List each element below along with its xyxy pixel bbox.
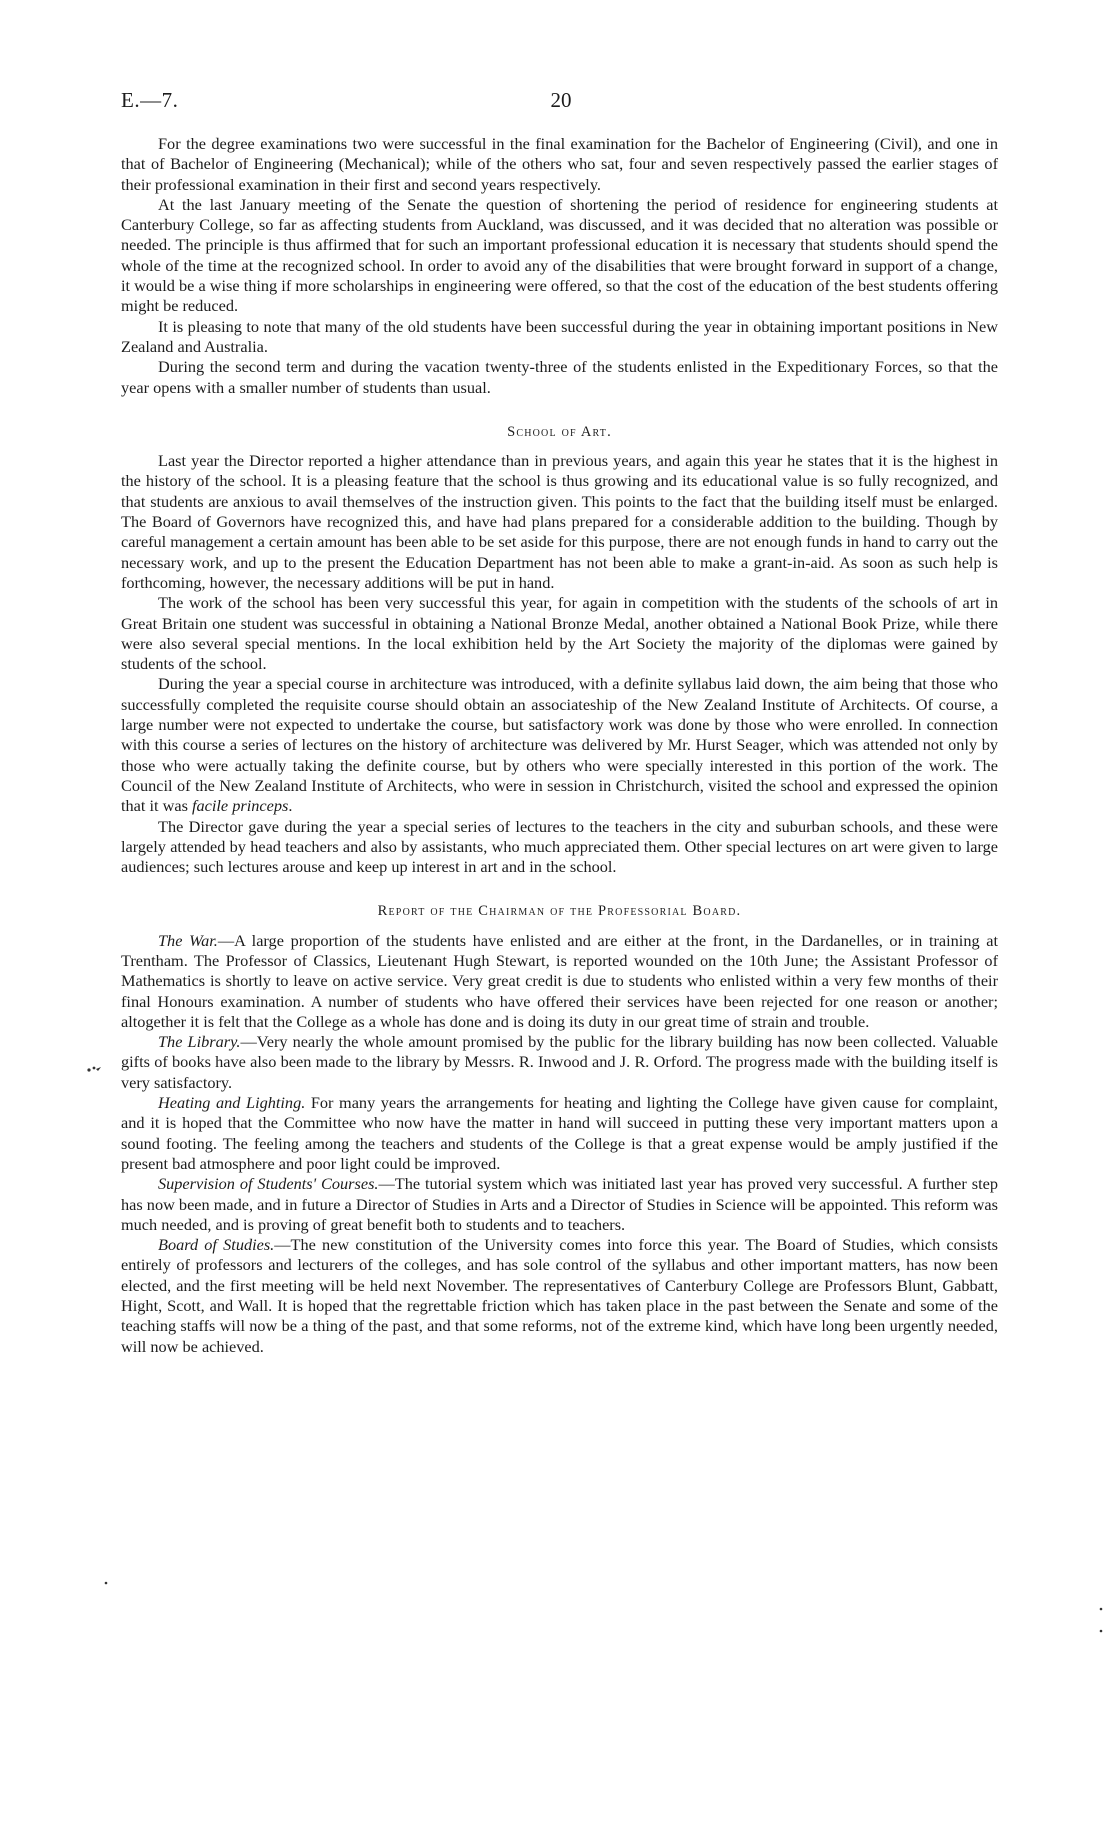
subheading: The Library. — [158, 1032, 241, 1052]
paragraph: During the second term and during the vacation twenty-three of the students enlisted in the Expeditionary Forces, so that the year opens with a smaller number of students than usual. — [121, 357, 998, 397]
school-of-art-section — [121, 422, 998, 878]
page-header — [121, 88, 1001, 118]
paragraph-library — [121, 1032, 998, 1093]
paragraph-text: For many years the arrangements for heating and lighting the College have given cause for complaint, and it is hoped that the Committee who now have the matter in hand will succeed in putting these very important matters upon a sound footing. The feeling among the teachers and students of the College is that a great expense would be amply justified if the present bad atmosphere and poor light could be improved. — [121, 1093, 998, 1173]
subheading: Heating and Lighting. — [158, 1093, 306, 1113]
section-heading — [121, 422, 998, 442]
page-number: 20 — [550, 88, 572, 112]
subheading: Board of Studies. — [158, 1235, 275, 1255]
scan-speck-icon — [86, 1064, 102, 1074]
document-body — [121, 134, 998, 1357]
paragraph: For the degree examinations two were successful in the final examination for the Bachelor of Engineering (Civil), and one in that of Bachelor of Engineering (Mechanical); while of the others who sat, four and seven respectively passed the earlier stages of their professional examination in their first and second years respectively. — [121, 134, 998, 194]
paragraph-text: —The tutorial system which was initiated last year has proved very successful. A further step has now been made, and in future a Director of Studies in Arts and a Director of Studies in Science will be appointed. This reform was much needed, and is proving of great benefit both to students and to teachers. — [121, 1174, 998, 1234]
paragraph-text: —A large proportion of the students have enlisted and are either at the front, in the Dardanelles, or in training at Trentham. The Professor of Classics, Lieutenant Hugh Stewart, is reported wounded on the 10th June; the Assistant Professor of Mathematics is shortly to leave on active service. Very great credit is due to students who enlisted within a very few months of their final Honours examination. A number of students who have offered their services have been rejected for one reason or another; altogether it is felt that the College as a whole has done and is doing its duty in our great time of strain and trouble. — [121, 930, 998, 1031]
paragraph: At the last January meeting of the Senate the question of shortening the period of residence for engineering students at Canterbury College, so far as affecting students from Auckland, was discussed, and it was decided that no alteration was possible or needed. The principle is thus affirmed that for such an important professional education it is necessary that students should spend the whole of the time at the recognized school. In order to avoid any of the disabilities that were brought forward in support of a change, it would be a wise thing if more scholarships in engineering were offered, so that the cost of the education of the best students offering might be reduced. — [121, 194, 998, 316]
latin-phrase: facile princeps — [192, 796, 289, 816]
paragraph — [121, 674, 998, 816]
paragraph-text: —The new constitution of the University comes into force this year. The Board of Studies, which consists entirely of professors and lecturers of the colleges, and has sole control of the syllabus and other important matters, has now been elected, and the first meeting will be held next November. The representatives of Canterbury College are Professors Blunt, Gabbatt, Hight, Scott, and Wall. It is hoped that the regrettable friction which has taken place in the past between the Senate and some of the teaching staffs will now be a thing of the past, and that some reforms, not of the extreme kind, which have long been urgently needed, will now be achieved. — [121, 1235, 998, 1356]
engineering-section — [121, 134, 998, 398]
subheading: The War. — [158, 930, 218, 950]
paragraph: The work of the school has been very successful this year, for again in competition with the students of the schools of art in Great Britain one student was successful in obtaining a National Bronze Medal, another obtained a National Book Prize, while there were also several special mentions. In the local exhibition held by the Art Society the majority of the diplomas were gained by students of the school. — [121, 593, 998, 674]
scan-speck-icon — [1098, 1605, 1104, 1635]
professorial-board-section — [121, 901, 998, 1357]
paragraph-supervision — [121, 1174, 998, 1235]
paragraph-text: —Very nearly the whole amount promised by the public for the library building has now been collected. Valuable gifts of books have also been made to the library by Messrs. R. Inwood and J. R. Orford. The progress made with the building itself is very satisfactory. — [121, 1032, 999, 1092]
section-heading-text: Report of the Chairman of the Professorial Board. — [377, 903, 742, 920]
paragraph: It is pleasing to note that many of the old students have been successful during the year in obtaining important positions in New Zealand and Australia. — [121, 316, 998, 356]
paragraph: Last year the Director reported a higher attendance than in previous years, and again this year he states that it is the highest in the history of the school. It is a pleasing feature that the school is thus growing and its educational value is so fully recognized, and that students are anxious to avail themselves of the instruction given. This points to the fact that the building itself must be enlarged. The Board of Governors have recognized this, and have had plans prepared for a considerable addition to the building. Though by careful management a certain amount has been able to be set aside for this purpose, there are not enough funds in hand to carry out the necessary work, and up to the present the Education Department has not been able to make a grant-in-aid. As soon as such help is forthcoming, however, the necessary additions will be put in hand. — [121, 451, 998, 592]
subheading: Supervision of Students' Courses. — [158, 1174, 379, 1194]
scan-mark-left — [86, 1063, 102, 1079]
paragraph-heating — [121, 1093, 998, 1174]
scan-mark-left-bottom — [103, 1575, 109, 1591]
paragraph-text: During the year a special course in architecture was introduced, with a definite syllabus laid down, the aim being that those who successfully completed the requisite course should obtain an associateship of the New Zealand Institute of Architects. Of course, a large number were not expected to undertake the course, but satisfactory work was done by those who were enrolled. In connection with this course a series of lectures on the history of architecture was delivered by Mr. Hurst Seager, which was attended not only by those who were actually taking the definite course, but by others who were specially interested in this portion of the work. The Council of the New Zealand Institute of Architects, who were in session in Christchurch, visited the school and expressed the opinion that it was — [121, 674, 998, 816]
document-reference: E.—7. — [121, 88, 179, 112]
section-heading — [121, 901, 998, 921]
paragraph-end: . — [288, 796, 293, 816]
paragraph: The Director gave during the year a special series of lectures to the teachers in the city and suburban schools, and these were largely attended by head teachers and also by assistants, who much appreciated them. Other special lectures on art were given to large audiences; such lectures arouse and keep up interest in art and in the school. — [121, 816, 998, 877]
scan-mark-right — [1098, 1605, 1104, 1640]
paragraph-war — [121, 931, 998, 1032]
section-heading-text: School of Art. — [507, 423, 612, 440]
scan-speck-icon — [103, 1580, 109, 1586]
paragraph-board — [121, 1235, 998, 1357]
